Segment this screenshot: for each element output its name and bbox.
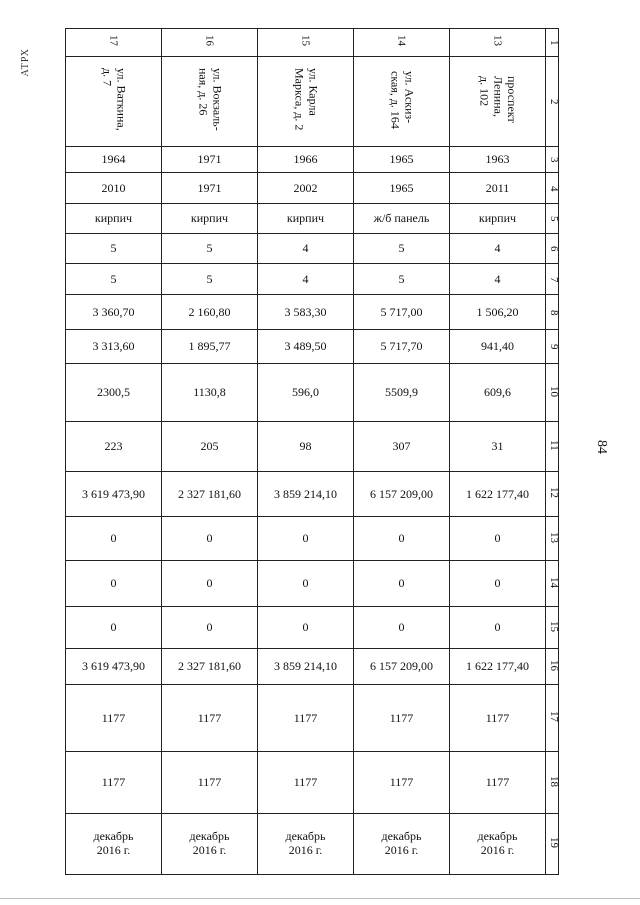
- table-row: [66, 234, 559, 264]
- table-cell: декабрь 2016 г.: [258, 814, 354, 875]
- table-cell: кирпич: [162, 204, 258, 234]
- table-cell: 2 327 181,60: [162, 649, 258, 685]
- table-row: [66, 607, 559, 649]
- row-number: 9: [546, 330, 559, 364]
- table-cell: 1177: [354, 685, 450, 752]
- table-cell: 5: [354, 264, 450, 295]
- table-cell: 1964: [66, 147, 162, 173]
- table-cell: 2300,5: [66, 364, 162, 422]
- table-cell: 2010: [66, 173, 162, 204]
- table-cell: 307: [354, 422, 450, 472]
- table-cell: 1177: [258, 752, 354, 814]
- table-cell: 1 895,77: [162, 330, 258, 364]
- table-cell: 1177: [450, 752, 546, 814]
- table-cell: 1177: [258, 685, 354, 752]
- table-cell: 5 717,70: [354, 330, 450, 364]
- table-row: [66, 814, 559, 875]
- footer-rule: [0, 898, 640, 899]
- table-cell: 0: [450, 561, 546, 607]
- header-number-cell: 15: [258, 29, 354, 57]
- table-row: [66, 561, 559, 607]
- table-cell: 31: [450, 422, 546, 472]
- row-number: 6: [546, 234, 559, 264]
- table-cell: 3 619 473,90: [66, 472, 162, 517]
- table-row: [66, 364, 559, 422]
- table-cell: 3 859 214,10: [258, 472, 354, 517]
- address-cell: ул. Карла Маркса, д. 2: [258, 57, 354, 147]
- row-number: 17: [546, 685, 559, 752]
- table-cell: 1177: [66, 685, 162, 752]
- table-cell: 609,6: [450, 364, 546, 422]
- table-cell: 941,40: [450, 330, 546, 364]
- table-cell: 2002: [258, 173, 354, 204]
- table-cell: декабрь 2016 г.: [450, 814, 546, 875]
- table-cell: 0: [354, 607, 450, 649]
- row-number: 18: [546, 752, 559, 814]
- page-number: 84: [594, 440, 609, 454]
- table-row: [66, 752, 559, 814]
- table-cell: 1 622 177,40: [450, 472, 546, 517]
- table-cell: 596,0: [258, 364, 354, 422]
- row-number: 10: [546, 364, 559, 422]
- table-cell: 1177: [66, 752, 162, 814]
- table-row: [66, 649, 559, 685]
- table-cell: 4: [258, 234, 354, 264]
- table-cell: 0: [354, 517, 450, 561]
- table-cell: 0: [66, 561, 162, 607]
- corner-mark: АТРХ: [20, 48, 31, 77]
- table-cell: 2 160,80: [162, 295, 258, 330]
- table-cell: 1971: [162, 147, 258, 173]
- table-cell: 0: [450, 607, 546, 649]
- table-cell: 5 717,00: [354, 295, 450, 330]
- table-cell: 0: [162, 561, 258, 607]
- table-cell: 6 157 209,00: [354, 472, 450, 517]
- table-cell: 0: [258, 607, 354, 649]
- table-row: [66, 472, 559, 517]
- table-row: [66, 173, 559, 204]
- table-cell: 4: [258, 264, 354, 295]
- table-cell: 1177: [354, 752, 450, 814]
- row-number: 1: [546, 29, 559, 57]
- table-cell: 1971: [162, 173, 258, 204]
- table-cell: 223: [66, 422, 162, 472]
- table-cell: 2011: [450, 173, 546, 204]
- table-row: [66, 264, 559, 295]
- address-row: [66, 57, 559, 147]
- table-cell: 5: [162, 234, 258, 264]
- table-row: [66, 204, 559, 234]
- table-cell: 1965: [354, 147, 450, 173]
- table-cell: 0: [258, 561, 354, 607]
- table-cell: 0: [258, 517, 354, 561]
- table-cell: 1130,8: [162, 364, 258, 422]
- table-cell: 0: [162, 517, 258, 561]
- row-number: 19: [546, 814, 559, 875]
- table-cell: 3 859 214,10: [258, 649, 354, 685]
- header-number-cell: 14: [354, 29, 450, 57]
- address-cell: проспект Ленина, д. 102: [450, 57, 546, 147]
- table-cell: 5: [162, 264, 258, 295]
- address-cell: ул. Аскиз- ская, д. 164: [354, 57, 450, 147]
- table-cell: 1177: [450, 685, 546, 752]
- table-cell: 98: [258, 422, 354, 472]
- header-number-cell: 16: [162, 29, 258, 57]
- row-number: 8: [546, 295, 559, 330]
- table-cell: 4: [450, 264, 546, 295]
- table-cell: 4: [450, 234, 546, 264]
- table-cell: 0: [354, 561, 450, 607]
- table-cell: кирпич: [258, 204, 354, 234]
- table-cell: 5509,9: [354, 364, 450, 422]
- table-cell: декабрь 2016 г.: [66, 814, 162, 875]
- table-cell: 3 360,70: [66, 295, 162, 330]
- housing-table: [65, 28, 559, 875]
- table-cell: 205: [162, 422, 258, 472]
- table-cell: 1965: [354, 173, 450, 204]
- header-number-row: [66, 29, 559, 57]
- table-row: [66, 147, 559, 173]
- table-cell: 6 157 209,00: [354, 649, 450, 685]
- row-number: 13: [546, 517, 559, 561]
- table-cell: 5: [354, 234, 450, 264]
- table-cell: 0: [66, 607, 162, 649]
- table-cell: 5: [66, 234, 162, 264]
- address-cell: ул. Вокзаль- ная, д. 26: [162, 57, 258, 147]
- table-row: [66, 685, 559, 752]
- row-number: 16: [546, 649, 559, 685]
- table-cell: 1966: [258, 147, 354, 173]
- table-cell: декабрь 2016 г.: [354, 814, 450, 875]
- table-cell: 1177: [162, 685, 258, 752]
- table-cell: 1177: [162, 752, 258, 814]
- header-number-cell: 17: [66, 29, 162, 57]
- address-cell: ул. Ваткина, д. 7: [66, 57, 162, 147]
- table-cell: 5: [66, 264, 162, 295]
- table-cell: 3 583,30: [258, 295, 354, 330]
- row-number: 7: [546, 264, 559, 295]
- table-row: [66, 517, 559, 561]
- row-number: 15: [546, 607, 559, 649]
- table-cell: кирпич: [450, 204, 546, 234]
- table-cell: 1963: [450, 147, 546, 173]
- header-number-cell: 13: [450, 29, 546, 57]
- table-row: [66, 330, 559, 364]
- row-number: 2: [546, 57, 559, 147]
- table-cell: кирпич: [66, 204, 162, 234]
- row-number: 5: [546, 204, 559, 234]
- table-cell: 3 313,60: [66, 330, 162, 364]
- table-cell: 3 619 473,90: [66, 649, 162, 685]
- table-cell: 0: [162, 607, 258, 649]
- table-cell: 0: [66, 517, 162, 561]
- row-number: 3: [546, 147, 559, 173]
- table-cell: 3 489,50: [258, 330, 354, 364]
- table-cell: 2 327 181,60: [162, 472, 258, 517]
- table-row: [66, 295, 559, 330]
- table-cell: 1 622 177,40: [450, 649, 546, 685]
- table-cell: 0: [450, 517, 546, 561]
- table-cell: 1 506,20: [450, 295, 546, 330]
- row-number: 11: [546, 422, 559, 472]
- row-number: 14: [546, 561, 559, 607]
- table-row: [66, 422, 559, 472]
- table-cell: ж/б панель: [354, 204, 450, 234]
- row-number: 12: [546, 472, 559, 517]
- row-number: 4: [546, 173, 559, 204]
- table-cell: декабрь 2016 г.: [162, 814, 258, 875]
